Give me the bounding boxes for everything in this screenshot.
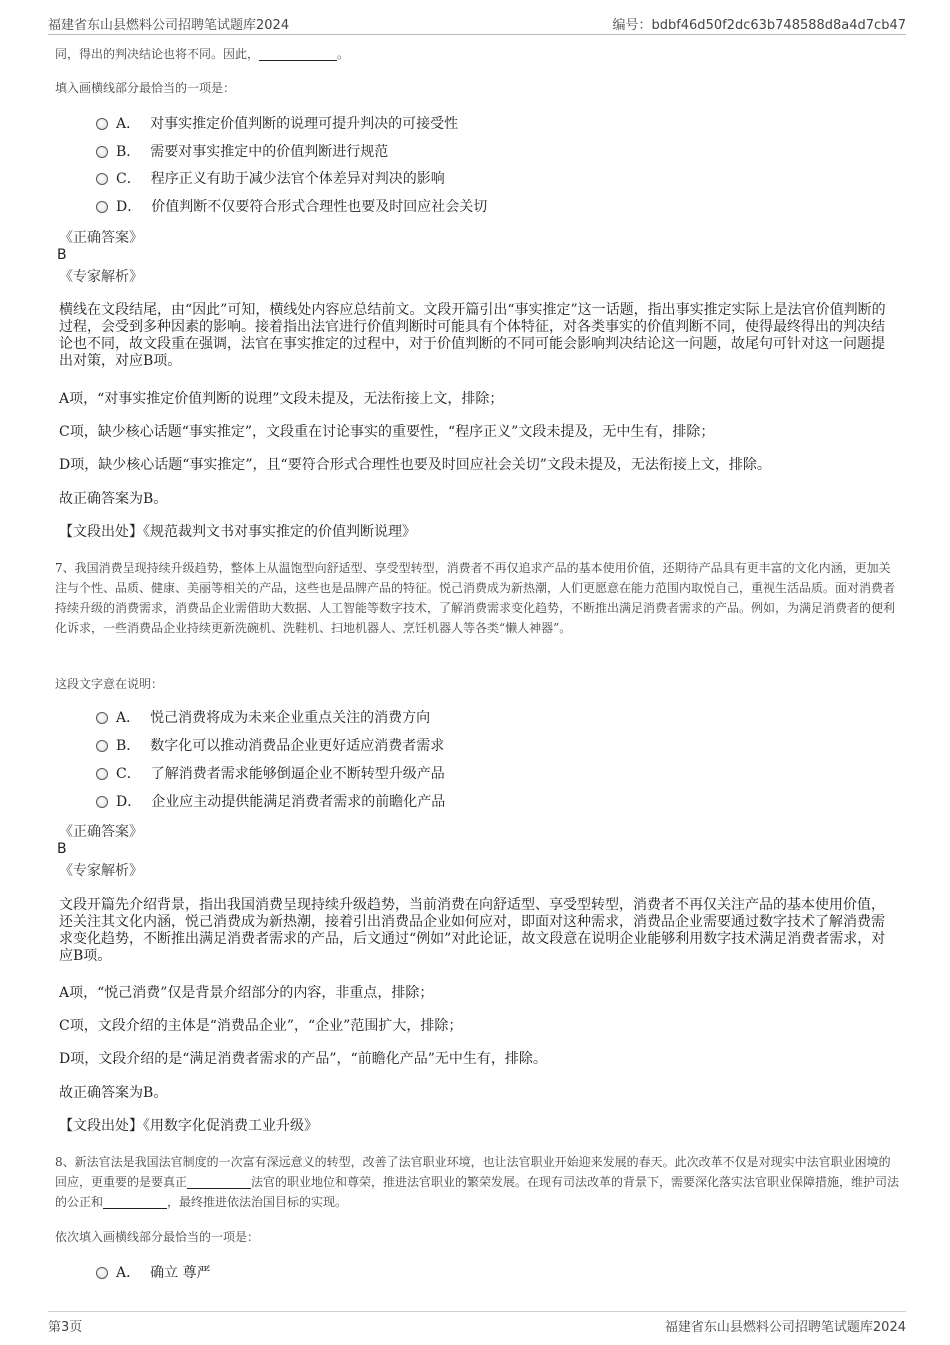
radio-icon[interactable]: [96, 712, 108, 724]
footer-title: 福建省东山县燃料公司招聘笔试题库2024: [664, 1320, 906, 1335]
radio-icon[interactable]: [96, 768, 108, 780]
q8-prompt: 依次填入画横线部分最恰当的一项是：: [55, 1230, 260, 1244]
q7-option-c[interactable]: C． 了解消费者需求能够倒逼企业不断转型升级产品: [96, 764, 445, 786]
q7-answer-label: 《正确答案》: [59, 824, 143, 840]
header-doc-id: 编号：bdbf46d50f2dc63b748588d8a4d7cb47: [612, 18, 906, 33]
q7-answer: B: [57, 841, 67, 857]
q7-analysis-conclusion: 故正确答案为B。: [59, 1085, 168, 1101]
q6-option-a[interactable]: A． 对事实推定价值判断的说理可提升判决的可接受性: [96, 114, 458, 136]
q7-analysis-c: C项，文段介绍的主体是“消费品企业”，“企业”范围扩大，排除；: [59, 1018, 463, 1034]
radio-icon[interactable]: [96, 1267, 108, 1279]
page-number: 第3页: [48, 1320, 83, 1335]
q6-analysis-main: 横线在文段结尾，由“因此”可知，横线处内容应总结前文。文段开篇引出“事实推定”这一话题，指出事实推定实际上是法官价值判断的过程，会受到多种因素的影响。接着指出法官进行价值判断时可能具有个体特征，对各类事实的价值判断不同，使得最终得出的判决结论也不同，故文段重在强调，法官在事实推定的过程中，对于价值判断的不同可能会影响判决结论这一问题，故尾句可针对这一问题提出对策，对应B项。: [59, 302, 886, 369]
q7-option-a[interactable]: A． 悦己消费将成为未来企业重点关注的消费方向: [96, 708, 430, 730]
q6-analysis-c: C项，缺少核心话题“事实推定”，文段重在讨论事实的重要性，“程序正义”文段未提及，无中生有，排除；: [59, 424, 715, 440]
q7-analysis-main: 文段开篇先介绍背景，指出我国消费呈现持续升级趋势，当前消费在向舒适型、享受型转型，消费者不再仅关注产品的基本使用价值，还关注其文化内涵，悦己消费成为新热潮，接着引出消费品企业如何应对，即面对这种需求，消费品企业需要通过数字技术了解消费需求变化趋势，不断推出满足消费者需求的产品，后文通过“例如”对此论证，故文段意在说明企业能够利用数字技术满足消费者需求，对应B项。: [59, 897, 886, 964]
radio-icon[interactable]: [96, 146, 108, 158]
q6-option-d[interactable]: D． 价值判断不仅要符合形式合理性也要及时回应社会关切: [96, 197, 487, 219]
radio-icon[interactable]: [96, 173, 108, 185]
q7-option-d[interactable]: D． 企业应主动提供能满足消费者需求的前瞻化产品: [96, 792, 445, 814]
q8-option-a[interactable]: A． 确立 尊严: [96, 1263, 211, 1285]
q6-answer-label: 《正确答案》: [59, 230, 143, 246]
q6-stem-tail: 同，得出的判决结论也将不同。因此， 。: [55, 47, 350, 61]
q6-analysis-label: 《专家解析》: [59, 269, 143, 285]
q7-source: 【文段出处】《用数字化促消费工业升级》: [59, 1118, 318, 1134]
fill-blank: [103, 1196, 167, 1209]
page-header: [48, 8, 906, 35]
header-title: 福建省东山县燃料公司招聘笔试题库2024: [48, 18, 290, 33]
q7-stem: 7、我国消费呈现持续升级趋势，整体上从温饱型向舒适型、享受型转型，消费者不再仅追求产品的基本使用价值，还期待产品具有更丰富的文化内涵，更加关注与个性、品质、健康、美丽等相关的产品，这些也是品牌产品的特征。悦己消费成为新热潮，人们更愿意在能力范围内取悦自己，重视生活品质。面对消费者持续升级的消费需求，消费品企业需借助大数据、人工智能等数字技术，了解消费需求变化趋势，不断推出满足消费者需求的产品。例如，为满足消费者的便利化诉求，一些消费品企业持续更新洗碗机、洗鞋机、扫地机器人、烹饪机器人等各类“懒人神器”。: [55, 561, 896, 635]
q7-analysis-a: A项，“悦己消费”仅是背景介绍部分的内容，非重点，排除；: [59, 985, 434, 1001]
fill-blank: [187, 1176, 251, 1189]
radio-icon[interactable]: [96, 740, 108, 752]
page-footer: [48, 1311, 906, 1340]
q7-analysis-d: D项，文段介绍的是“满足消费者需求的产品”，“前瞻化产品”无中生有，排除。: [59, 1051, 547, 1067]
q6-analysis-d: D项，缺少核心话题“事实推定”，且“要符合形式合理性也要及时回应社会关切”文段未提及，无法衔接上文，排除。: [59, 457, 771, 473]
radio-icon[interactable]: [96, 118, 108, 130]
q6-prompt: 填入画横线部分最恰当的一项是：: [55, 81, 236, 95]
radio-icon[interactable]: [96, 796, 108, 808]
q6-analysis-conclusion: 故正确答案为B。: [59, 491, 168, 507]
q6-option-b[interactable]: B． 需要对事实推定中的价值判断进行规范: [96, 142, 388, 164]
q6-option-c[interactable]: C． 程序正义有助于减少法官个体差异对判决的影响: [96, 169, 445, 191]
q7-option-b[interactable]: B． 数字化可以推动消费品企业更好适应消费者需求: [96, 736, 444, 758]
q6-source: 【文段出处】《规范裁判文书对事实推定的价值判断说理》: [59, 524, 416, 540]
radio-icon[interactable]: [96, 201, 108, 213]
fill-blank: [259, 48, 337, 61]
q7-prompt: 这段文字意在说明：: [55, 677, 164, 691]
q8-stem: 8、新法官法是我国法官制度的一次富有深远意义的转型，改善了法官职业环境，也让法官职业开始迎来发展的春天。此次改革不仅是对现实中法官职业困境的回应，更重要的是要真正 法官的职业地位和尊荣，推进法官职业的繁荣发展。在现有司法改革的背景下，需要深化落实法官职业保障措施，维护司法的公正和 ，最终推进依法治国目标的实现。: [55, 1155, 900, 1209]
q6-analysis-a: A项，“对事实推定价值判断的说理”文段未提及，无法衔接上文，排除；: [59, 391, 504, 407]
q7-analysis-label: 《专家解析》: [59, 863, 143, 879]
q6-answer: B: [57, 247, 67, 263]
